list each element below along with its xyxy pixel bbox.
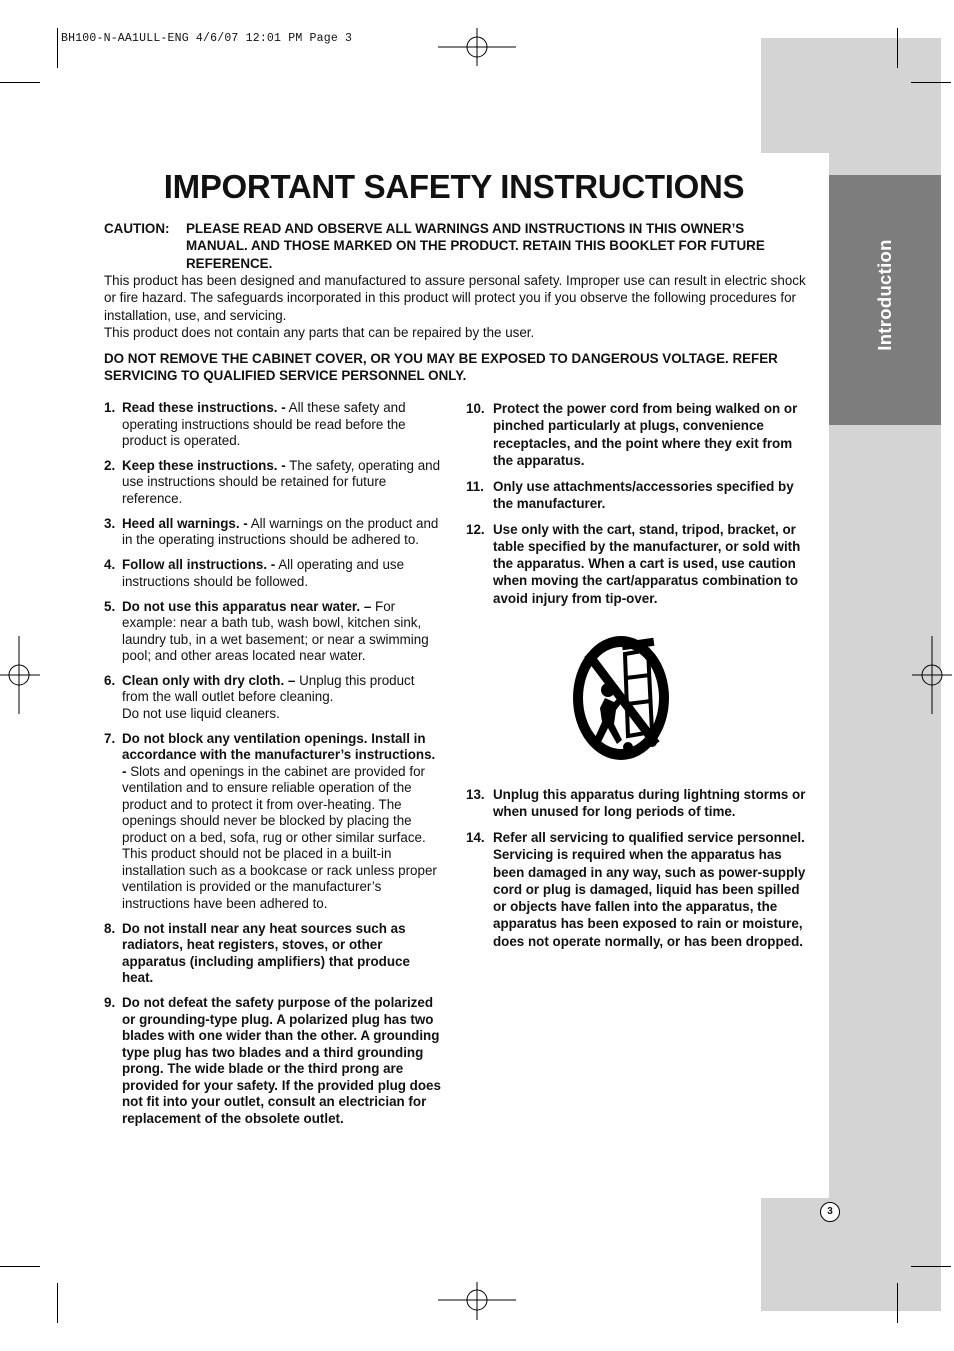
list-item	[104, 673, 442, 723]
crop-mark	[911, 82, 951, 83]
caution-block	[104, 220, 809, 272]
item-number: 10.	[466, 401, 485, 416]
registration-mark-icon	[438, 1282, 516, 1320]
list-item	[466, 478, 808, 513]
list-item	[466, 786, 808, 821]
item-number: 5.	[104, 598, 116, 614]
item-number: 1.	[104, 400, 116, 415]
item-number: 7.	[104, 730, 116, 746]
list-item	[104, 599, 442, 665]
crop-mark	[57, 28, 58, 68]
registration-mark-icon	[912, 636, 952, 714]
list-item	[104, 731, 442, 913]
list-item	[466, 400, 808, 469]
intro-text	[104, 272, 809, 341]
instructions-list-right	[466, 400, 808, 615]
crop-mark	[0, 1266, 40, 1267]
item-body: Slots and openings in the cabinet are provided for ventilation and to ensure reliable operation of the product and to protect it from over-heating. The openings should never be blocked by placing the product on a bed, sofa, rug or other similar surface. This product should not be placed in a built-in installation such as a bookcase or rack unless proper ventilation is provided or the manufacturer’s instructions have been adhered to.	[122, 763, 437, 911]
list-item	[466, 521, 808, 607]
item-text: Only use attachments/accessories specified by the manufacturer.	[493, 478, 794, 511]
list-item	[104, 458, 442, 508]
item-number: 6.	[104, 672, 116, 688]
list-item	[104, 400, 442, 450]
side-panel-bottom	[761, 1198, 941, 1311]
item-text: Unplug this apparatus during lightning storms or when unused for long periods of time.	[493, 787, 806, 820]
item-number: 8.	[104, 920, 116, 936]
item-heading: Clean only with dry cloth. –	[122, 672, 296, 688]
item-heading: Keep these instructions. -	[122, 457, 286, 473]
item-heading: Heed all warnings. -	[122, 515, 248, 531]
section-tab-label: Introduction	[874, 239, 895, 351]
list-item	[104, 921, 442, 987]
intro-paragraph: This product does not contain any parts that can be repaired by the user.	[104, 324, 535, 340]
crop-mark	[57, 1283, 58, 1323]
item-body: For example: near a bath tub, wash bowl, kitchen sink, laundry tub, in a wet basement; or near a swimming pool; and other areas located near water.	[122, 598, 429, 664]
item-text: Use only with the cart, stand, tripod, bracket, or table specified by the manufacturer, or sold with the apparatus. When a cart is used, use caution when moving the cart/apparatus combination to avoid injury from tip-over.	[493, 521, 801, 606]
voltage-warning: DO NOT REMOVE THE CABINET COVER, OR YOU MAY BE EXPOSED TO DANGEROUS VOLTAGE. REFER SERVICING TO QUALIFIED SERVICE PERSONNEL ONLY.	[104, 351, 778, 384]
item-heading: Read these instructions. -	[122, 400, 286, 415]
item-heading: Do not install near any heat sources such as radiators, heat registers, stoves, or other apparatus (including amplifiers) that produce heat.	[122, 920, 410, 986]
item-body: Unplug this product from the wall outlet before cleaning. Do not use liquid cleaners.	[122, 672, 415, 721]
crop-mark	[897, 28, 898, 68]
page-title: IMPORTANT SAFETY INSTRUCTIONS	[163, 168, 745, 205]
item-body: All operating and use instructions should be followed.	[122, 557, 405, 589]
instructions-list-left	[104, 400, 442, 1136]
registration-mark-icon	[438, 28, 516, 66]
item-number: 9.	[104, 995, 116, 1011]
page-number: 3	[820, 1202, 840, 1222]
side-panel-top	[761, 38, 941, 153]
print-slug: BH100-N-AA1ULL-ENG 4/6/07 12:01 PM Page 3	[61, 32, 353, 45]
caution-label: CAUTION:	[104, 221, 170, 236]
item-heading: Do not block any ventilation openings. Install in accordance with the manufacturer’s instructions. -	[122, 730, 436, 779]
item-heading: Do not defeat the safety purpose of the polarized or grounding-type plug. A polarized plug has two blades with one wider than the other. A grounding type plug has two blades and a third grounding prong. The wide blade or the third prong are provided for your safety. If the provided plug does not fit into your outlet, consult an electrician for replacement of the obsolete outlet.	[122, 995, 441, 1126]
instructions-list-right-bottom	[466, 786, 808, 958]
registration-mark-icon	[0, 636, 40, 714]
item-heading: Do not use this apparatus near water. –	[122, 598, 372, 614]
crop-mark	[911, 1266, 951, 1267]
item-text: Protect the power cord from being walked on or pinched particularly at plugs, convenience receptacles, and the point where they exit from the apparatus.	[493, 401, 798, 468]
item-text: Refer all servicing to qualified service personnel. Servicing is required when the apparatus has been damaged in any way, such as power-supply cord or plug is damaged, liquid has been spilled or objects have fallen into the apparatus, the apparatus has been exposed to rain or moisture, does not operate normally, or has been dropped.	[493, 829, 806, 949]
item-number: 11.	[466, 478, 484, 494]
crop-mark	[897, 1283, 898, 1323]
item-heading: Follow all instructions. -	[122, 557, 276, 573]
item-body: The safety, operating and use instructions should be retained for future reference.	[122, 457, 441, 506]
item-number: 12.	[466, 521, 485, 537]
intro-paragraph: This product has been designed and manufactured to assure personal safety. Improper use can result in electric shock or fire hazard. The safeguards incorporated in this product will protect you if you observe the following procedures for installation, use, and servicing.	[104, 273, 806, 323]
list-item	[466, 829, 808, 950]
crop-mark	[0, 82, 40, 83]
item-number: 13.	[466, 787, 485, 802]
cart-tip-over-warning-icon	[570, 632, 672, 764]
item-number: 14.	[466, 829, 485, 845]
caution-text: PLEASE READ AND OBSERVE ALL WARNINGS AND INSTRUCTIONS IN THIS OWNER’S MANUAL. AND THOSE MARKED ON THE PRODUCT. RETAIN THIS BOOKLET FOR FUTURE REFERENCE.	[186, 221, 765, 271]
list-item	[104, 995, 442, 1127]
item-body: All these safety and operating instructions should be read before the product is operated.	[122, 400, 406, 448]
item-body: All warnings on the product and in the operating instructions should be adhered to.	[122, 515, 439, 548]
list-item	[104, 516, 442, 549]
list-item	[104, 557, 442, 590]
item-number: 3.	[104, 515, 116, 531]
item-number: 2.	[104, 457, 116, 473]
item-number: 4.	[104, 557, 116, 573]
